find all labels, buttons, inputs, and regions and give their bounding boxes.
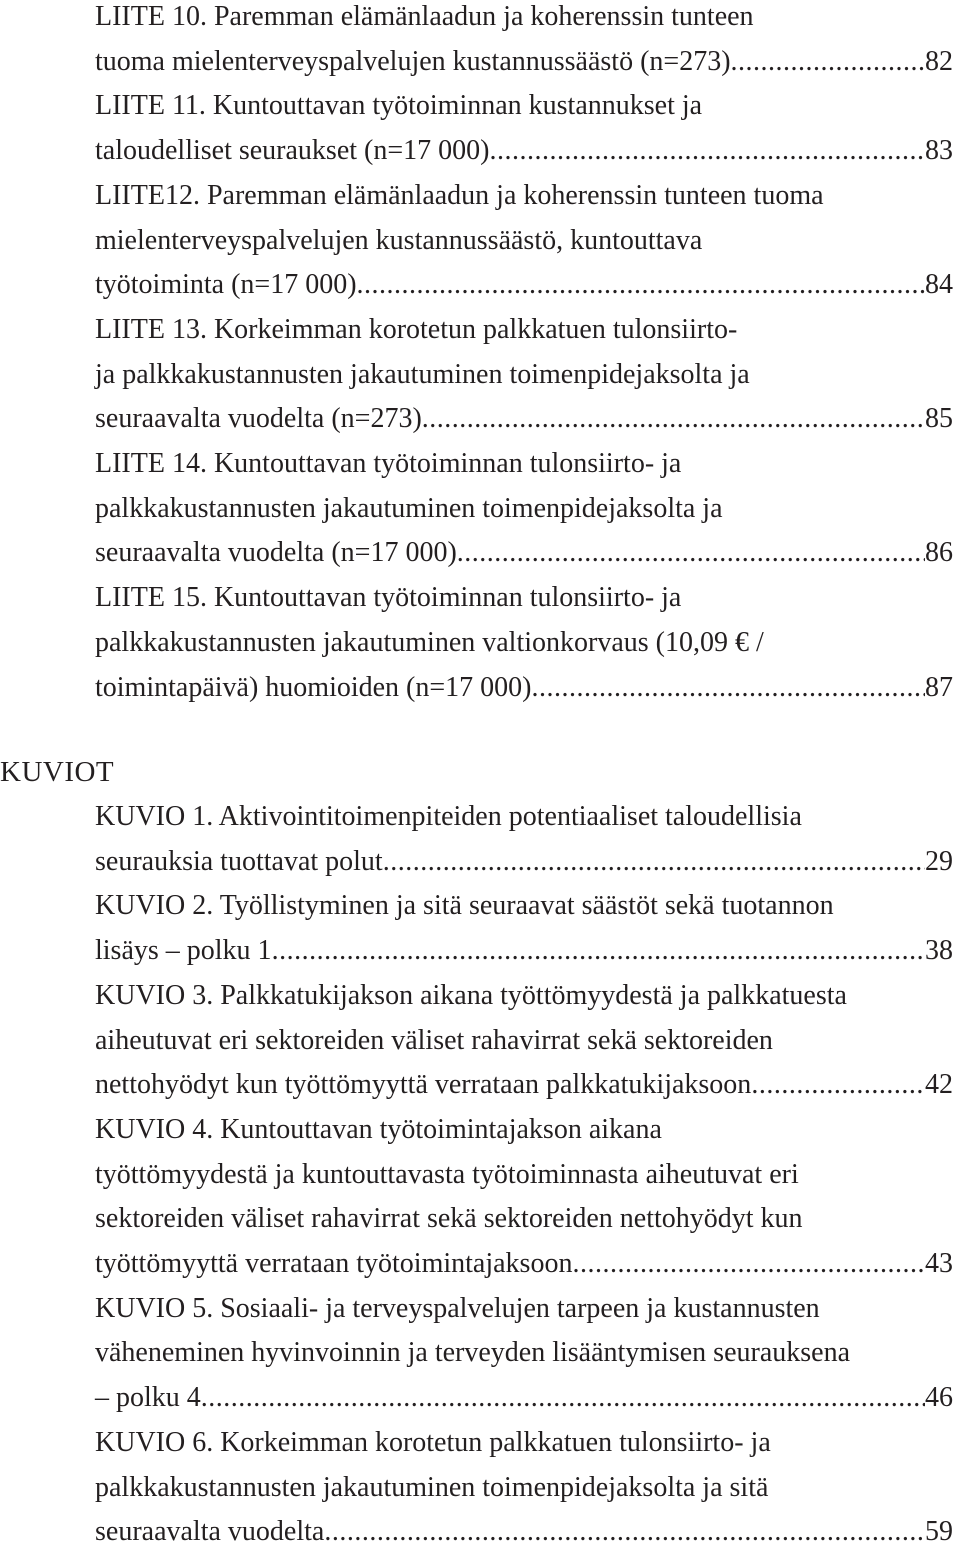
toc-entry-kuvio-1-line[interactable] [95,845,953,879]
toc-entry-liite-4-line [95,313,953,347]
toc-entry-kuvio-title-text: lisäys – polku 1 [95,935,272,967]
page-number: 86 [925,537,953,569]
toc-entry-liite-title-text: toimintapäivä) huomioiden (n=17 000) [95,671,532,703]
toc-entry-liite-3-line [95,179,953,213]
page-number: 59 [925,1516,953,1548]
section-heading-kuviot: KUVIOT [0,756,115,788]
toc-entry-kuvio-5-line [95,1292,953,1326]
dot-leader [751,1068,925,1102]
page-number: 43 [925,1248,953,1279]
page-number: 87 [925,671,953,703]
dot-leader [201,1381,925,1415]
toc-entry-kuvio-6-line [95,1471,953,1505]
toc-entry-liite-5-line[interactable] [95,536,953,570]
toc-entry-kuvio-5-line [95,1336,953,1370]
toc-entry-liite-title-text: työtoiminta (n=17 000) [95,269,357,301]
page-number: 29 [925,845,953,877]
toc-entry-liite-title-text: mielenterveyspalvelujen kustannussäästö, kuntouttava [95,224,703,256]
page-number: 46 [925,1382,953,1414]
toc-entry-kuvio-2-line[interactable] [95,934,953,968]
toc-entry-kuvio-4-line [95,1113,953,1147]
toc-entry-kuvio-title-text: KUVIO 1. Aktivointitoimenpiteiden potentiaaliset taloudellisia [95,801,802,832]
dot-leader [572,1247,925,1281]
toc-entry-liite-title-text: palkkakustannusten jakautuminen toimenpidejaksolta ja [95,492,723,524]
page-number: 82 [925,45,953,77]
toc-entry-liite-title-text: LIITE 15. Kuntouttavan työtoiminnan tulonsiirto- ja [95,582,682,614]
toc-entry-liite-title-text: palkkakustannusten jakautuminen valtionkorvaus (10,09 € / [95,626,764,658]
toc-entry-liite-6-line [95,581,953,615]
toc-entry-kuvio-title-text: seuraavalta vuodelta [95,1516,325,1548]
toc-entry-kuvio-4-line [95,1158,953,1192]
toc-entry-kuvio-title-text: väheneminen hyvinvoinnin ja terveyden lisääntymisen seurauksena [95,1337,851,1369]
page-number: 83 [925,135,953,167]
toc-entry-liite-2-line [95,89,953,123]
dot-leader [457,536,925,570]
toc-entry-liite-title-text: tuoma mielenterveyspalvelujen kustannussäästö (n=273) [95,45,731,77]
toc-entry-kuvio-2-line [95,889,953,923]
toc-entry-kuvio-title-text: KUVIO 3. Palkkatukijakson aikana työttömyydestä ja palkkatuesta [95,979,847,1011]
toc-entry-liite-5-line [95,447,953,481]
toc-entry-kuvio-title-text: työttömyydestä ja kuntouttavasta työtoiminnasta aiheutuvat eri [95,1158,799,1190]
toc-entry-kuvio-3-line[interactable] [95,1068,953,1102]
dot-leader [324,1515,925,1549]
toc-entry-kuvio-4-line [95,1202,953,1236]
toc-entry-kuvio-title-text: KUVIO 5. Sosiaali- ja terveyspalvelujen tarpeen ja kustannusten [95,1292,820,1324]
toc-entry-kuvio-4-line[interactable] [95,1247,953,1281]
toc-entry-liite-3-line[interactable] [95,268,953,302]
toc-entry-kuvio-title-text: aiheutuvat eri sektoreiden väliset rahavirrat sekä sektoreiden [95,1024,773,1056]
toc-entry-liite-title-text: ja palkkakustannusten jakautuminen toimenpidejaksolta ja [95,358,750,390]
toc-entry-kuvio-3-line [95,1024,953,1058]
toc-entry-liite-4-line [95,358,953,392]
toc-entry-kuvio-6-line [95,1426,953,1460]
toc-entry-liite-2-line[interactable] [95,134,953,168]
toc-entry-liite-4-line[interactable] [95,402,953,436]
page-number: 84 [925,269,953,301]
toc-entry-liite-5-line [95,492,953,526]
dot-leader [357,268,925,302]
toc-entry-liite-title-text: taloudelliset seuraukset (n=17 000) [95,135,490,167]
toc-entry-kuvio-3-line [95,979,953,1013]
dot-leader [489,134,925,168]
toc-entry-kuvio-title-text: KUVIO 6. Korkeimman korotetun palkkatuen tulonsiirto- ja [95,1426,771,1458]
dot-leader [383,845,925,879]
toc-entry-liite-title-text: LIITE 10. Paremman elämänlaadun ja koherenssin tunteen [95,1,754,32]
dot-leader [272,934,925,968]
toc-entry-kuvio-1-line [95,800,953,834]
toc-entry-liite-title-text: LIITE 13. Korkeimman korotetun palkkatuen tulonsiirto- [95,313,738,345]
page-number: 38 [925,935,953,967]
toc-entry-liite-title-text: LIITE 11. Kuntouttavan työtoiminnan kustannukset ja [95,90,703,122]
toc-entry-kuvio-title-text: nettohyödyt kun työttömyyttä verrataan palkkatukijaksoon [95,1069,752,1101]
toc-entry-liite-title-text: LIITE12. Paremman elämänlaadun ja koherenssin tunteen tuoma [95,179,824,211]
toc-entry-kuvio-title-text: KUVIO 2. Työllistyminen ja sitä seuraavat säästöt sekä tuotannon [95,890,834,922]
toc-entry-kuvio-title-text: – polku 4 [95,1382,201,1414]
toc-entry-liite-1-line[interactable] [95,45,953,79]
page-number: 85 [925,403,953,435]
toc-entry-liite-1-line [95,0,953,34]
toc-entry-kuvio-title-text: seurauksia tuottavat polut [95,845,383,877]
toc-entry-liite-title-text: seuraavalta vuodelta (n=273) [95,403,422,435]
toc-entry-kuvio-6-line[interactable] [95,1515,953,1549]
dot-leader [532,671,926,705]
toc-entry-kuvio-title-text: KUVIO 4. Kuntouttavan työtoimintajakson aikana [95,1113,662,1145]
toc-entry-liite-title-text: seuraavalta vuodelta (n=17 000) [95,537,457,569]
toc-entry-liite-6-line[interactable] [95,671,953,705]
page-number: 42 [925,1069,953,1101]
dot-leader [731,45,925,79]
toc-entry-kuvio-title-text: palkkakustannusten jakautuminen toimenpidejaksolta ja sitä [95,1471,769,1503]
toc-entry-kuvio-5-line[interactable] [95,1381,953,1415]
toc-entry-liite-6-line [95,626,953,660]
toc-entry-kuvio-title-text: sektoreiden väliset rahavirrat sekä sektoreiden nettohyödyt kun [95,1203,803,1235]
toc-entry-liite-title-text: LIITE 14. Kuntouttavan työtoiminnan tulonsiirto- ja [95,448,682,479]
toc-entry-kuvio-title-text: työttömyyttä verrataan työtoimintajaksoon [95,1248,573,1279]
dot-leader [422,402,925,436]
toc-entry-liite-3-line [95,224,953,258]
